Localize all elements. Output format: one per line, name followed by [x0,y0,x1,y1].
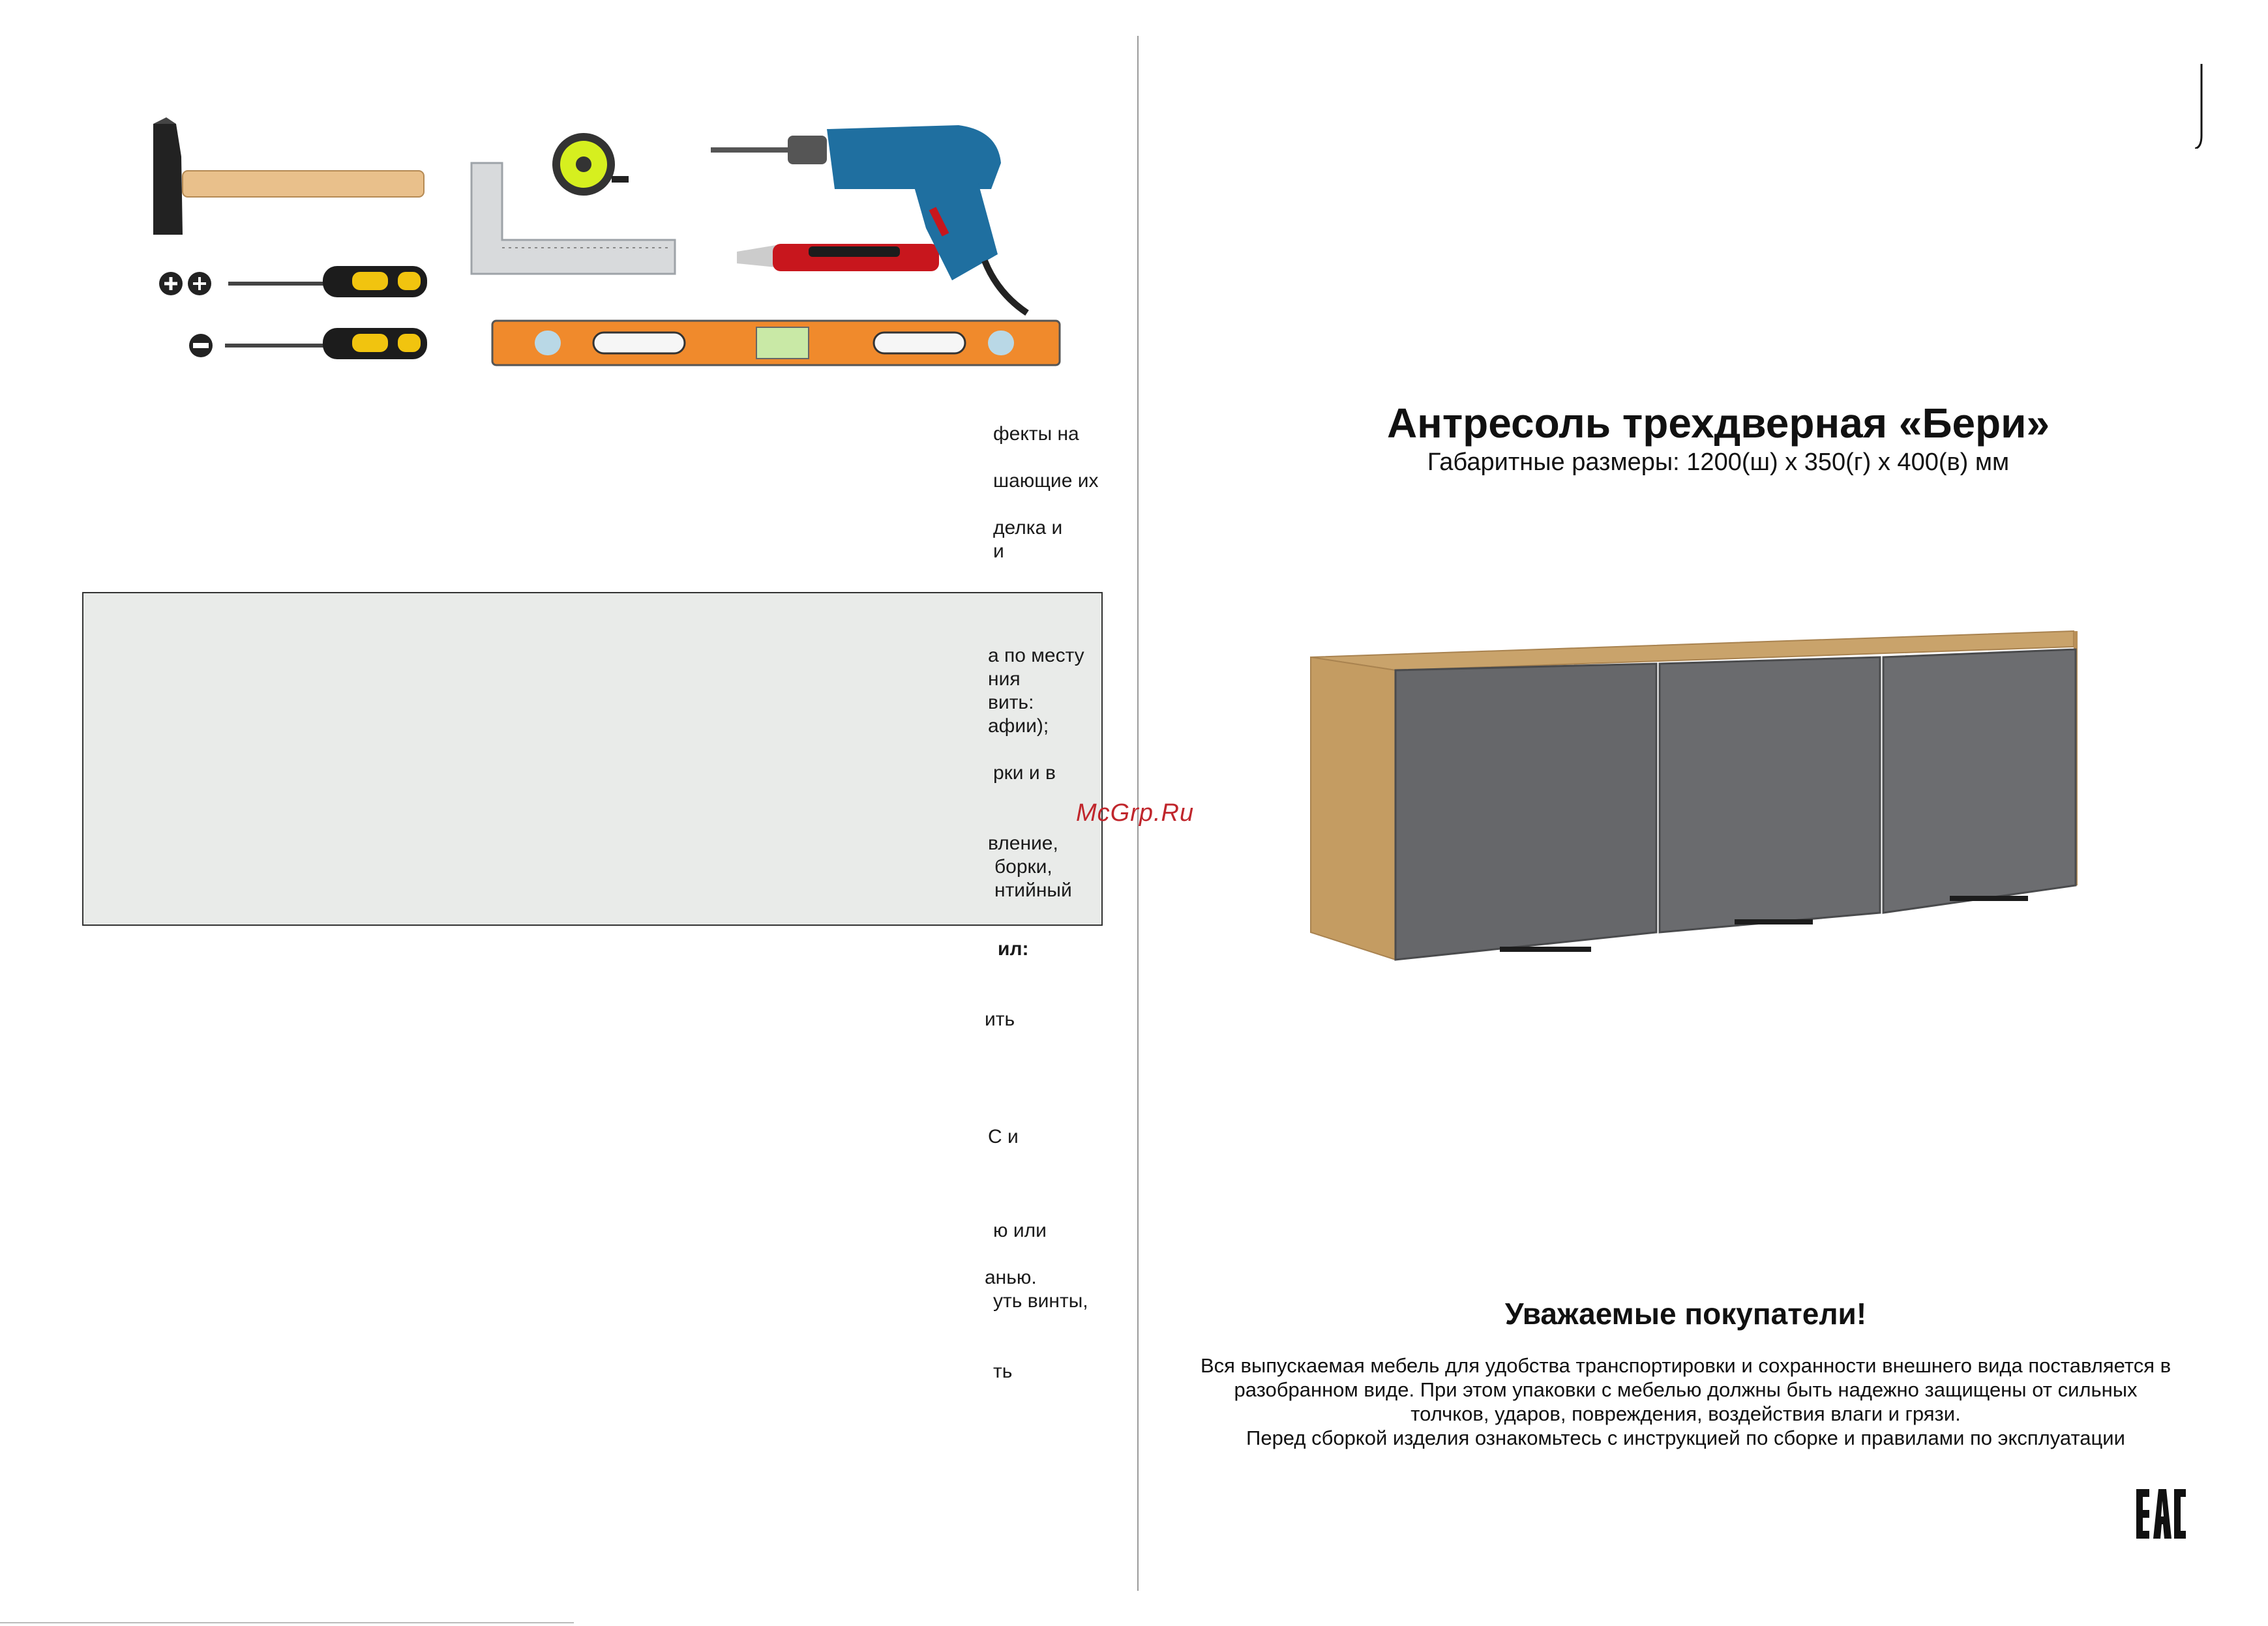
product-title: Антресоль трехдверная «Бери» [1386,400,2050,447]
watermark: McGrp.Ru [1076,799,1195,827]
drill-icon [711,125,1027,313]
phillips-screwdriver-icon [159,266,427,297]
text-fragment: С и [988,1126,1019,1147]
intro-line: разобранном виде. При этом упаковки с мебелью должны быть надежно защищены от сильных [1234,1378,2138,1401]
text-fragment: фекты на [993,423,1079,445]
intro-line: Перед сборкой изделия ознакомьтесь с инструкцией по сборке и правилами по эксплуатации [1246,1426,2125,1449]
text-fragment: ил: [998,938,1029,960]
text-fragment: ния [988,668,1021,690]
product-dimensions: Габаритные размеры: 1200(ш) х 350(г) х 400(в) мм [1427,449,2010,476]
page-edge-bracket-icon [2195,64,2208,149]
cabinet-illustration [1304,626,2087,965]
text-fragment: а по месту [988,645,1084,666]
spirit-level-icon [492,321,1060,365]
intro-line: толчков, ударов, повреждения, воздействия влаги и грязи. [1410,1402,1961,1425]
intro-line: Вся выпускаемая мебель для удобства транспортировки и сохранности внешнего вида поставляется в [1200,1354,2171,1377]
text-fragment: шающие их [993,470,1099,492]
eac-mark-icon [2134,1486,2187,1541]
text-fragment: уть винты, [993,1290,1088,1312]
text-fragment: анью. [985,1267,1037,1288]
text-fragment: рки и в [993,762,1056,784]
text-fragment: вление, [988,833,1058,854]
flat-screwdriver-icon [189,328,427,359]
utility-knife-icon [737,244,939,271]
greeting-heading: Уважаемые покупатели! [1504,1297,1867,1331]
text-fragment: вить: [988,692,1034,713]
text-fragment: делка и [993,517,1063,539]
tools-illustration [130,117,1076,378]
tape-measure-icon [552,133,629,196]
text-fragment: нтийный [994,880,1072,901]
intro-paragraph [1174,1353,2198,1450]
text-fragment: и [993,540,1004,562]
text-fragment: ю или [993,1220,1047,1241]
text-fragment: борки, [994,856,1052,878]
text-fragment: ить [985,1009,1015,1030]
bottom-rule [0,1622,574,1623]
note-box [82,592,1103,926]
text-fragment: ть [993,1361,1013,1382]
hammer-icon [153,117,424,235]
text-fragment: афии); [988,715,1049,737]
